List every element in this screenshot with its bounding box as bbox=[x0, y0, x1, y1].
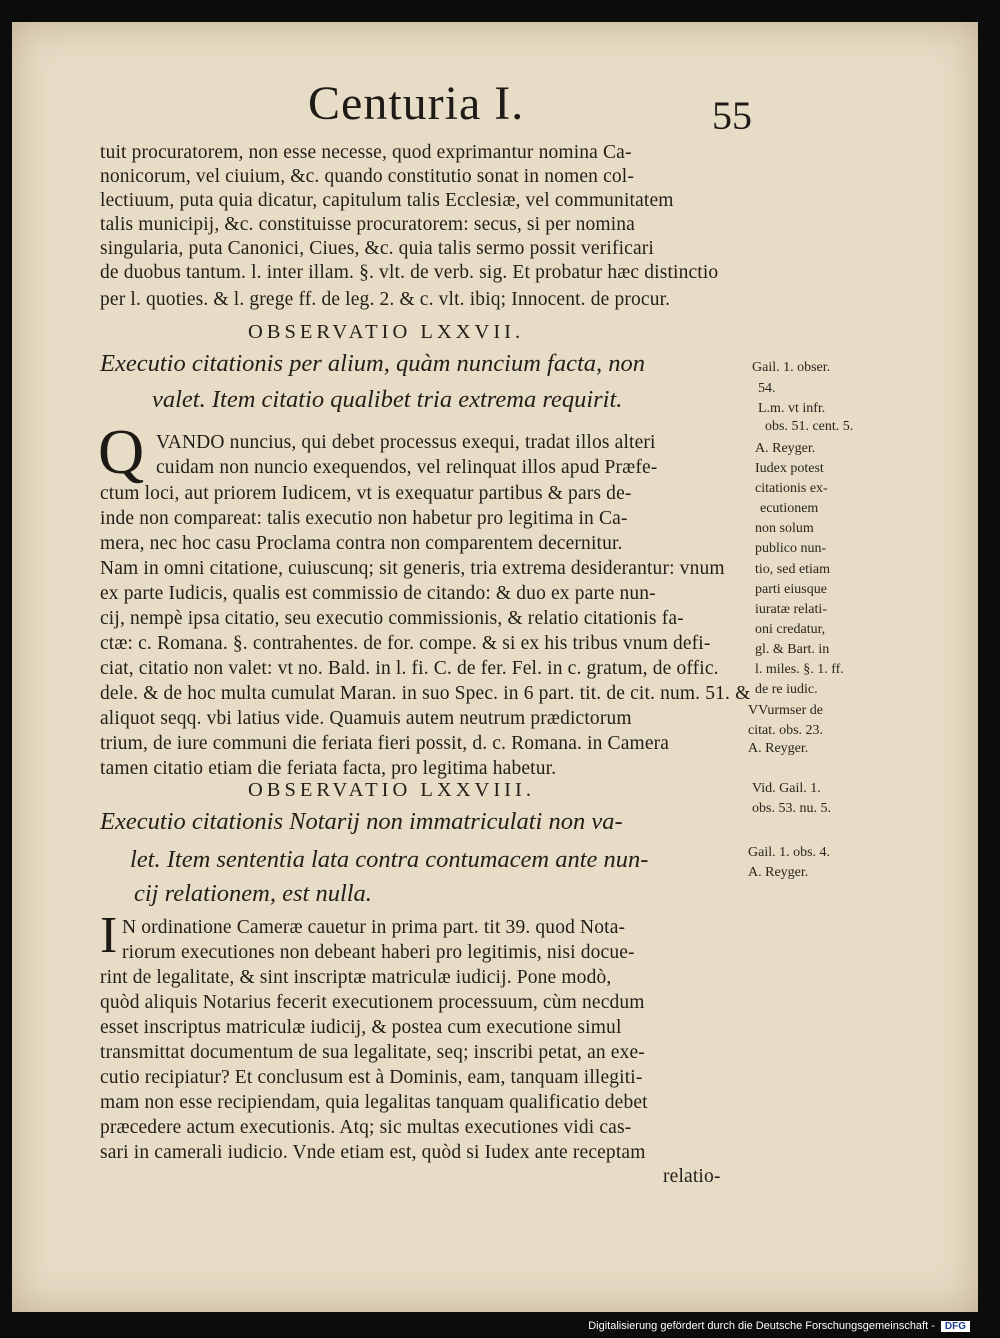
margin-note: obs. 51. cent. 5. bbox=[765, 419, 854, 434]
text-line: mera, nec hoc casu Proclama contra non comparentem decernitur. bbox=[100, 533, 623, 554]
margin-note: A. Reyger. bbox=[755, 441, 816, 456]
text-line: lectiuum, puta quia dicatur, capitulum talis Ecclesiæ, vel communitatem bbox=[100, 190, 674, 211]
text-line: nonicorum, vel ciuium, &c. quando constitutio sonat in nomen col- bbox=[100, 166, 634, 187]
margin-note: citat. obs. 23. bbox=[748, 723, 824, 738]
text-line: tuit procuratorem, non esse necesse, quod exprimantur nomina Ca- bbox=[100, 142, 632, 163]
text-line: cuidam non nuncio exequendos, vel relinquat illos apud Præfe- bbox=[156, 457, 658, 478]
observation-summary: let. Item sententia lata contra contumacem ante nun- bbox=[130, 846, 649, 873]
text-line: talis municipij, &c. constituisse procuratorem: secus, si per nomina bbox=[100, 214, 635, 235]
text-line: Nam in omni citatione, cuiuscunq; sit generis, tria extrema desiderantur: vnum bbox=[100, 558, 725, 579]
text-line: cutio recipiatur? Et conclusum est à Dominis, eam, tanquam illegiti- bbox=[100, 1067, 643, 1088]
observation-summary: valet. Item citatio qualibet tria extrema requirit. bbox=[152, 386, 623, 413]
margin-note: tio, sed etiam bbox=[755, 562, 831, 577]
margin-note: Vid. Gail. 1. bbox=[752, 781, 821, 796]
text-line: per l. quoties. & l. grege ff. de leg. 2. & c. vlt. ibiq; Innocent. de procur. bbox=[100, 289, 671, 310]
initial-letter: Q bbox=[98, 416, 145, 487]
observation-summary: Executio citationis Notarij non immatriculati non va- bbox=[100, 808, 623, 835]
margin-note: oni credatur, bbox=[755, 622, 826, 637]
margin-note: Iudex potest bbox=[755, 461, 824, 476]
observation-summary: cij relationem, est nulla. bbox=[134, 880, 372, 907]
margin-note: A. Reyger. bbox=[748, 741, 809, 756]
margin-note: ecutionem bbox=[760, 501, 819, 516]
margin-note: l. miles. §. 1. ff. bbox=[755, 662, 844, 677]
text-line: trium, de iure communi die feriata fieri possit, d. c. Romana. in Camera bbox=[100, 733, 670, 754]
text-line: transmittat documentum de sua legalitate, seq; inscribi petat, an exe- bbox=[100, 1042, 645, 1063]
margin-note: VVurmser de bbox=[748, 703, 823, 718]
text-line: aliquot seqq. vbi latius vide. Quamuis autem neutrum prædictorum bbox=[100, 708, 632, 729]
digitization-credit-text: Digitalisierung gefördert durch die Deutsche Forschungsgemeinschaft - bbox=[588, 1320, 935, 1332]
observation-summary: Executio citationis per alium, quàm nuncium facta, non bbox=[100, 350, 646, 377]
text-line: dele. & de hoc multa cumulat Maran. in suo Spec. in 6 part. tit. de cit. num. 51. & bbox=[100, 683, 751, 704]
text-line: rint de legalitate, & sint inscriptæ matriculæ iudicij. Pone modò, bbox=[100, 967, 612, 988]
dfg-logo: DFG bbox=[941, 1321, 970, 1332]
catchword: relatio- bbox=[663, 1166, 721, 1187]
margin-note: publico nun- bbox=[755, 541, 827, 556]
initial-letter: I bbox=[100, 907, 118, 964]
text-line: sari in camerali iudicio. Vnde etiam est, quòd si Iudex ante receptam bbox=[100, 1142, 646, 1163]
margin-note: L.m. vt infr. bbox=[758, 401, 826, 416]
text-line: singularia, puta Canonici, Ciues, &c. quia talis sermo possit verificari bbox=[100, 238, 654, 259]
margin-note: iuratæ relati- bbox=[755, 602, 827, 617]
text-line: ciat, citatio non valet: vt no. Bald. in l. fi. C. de fer. Fel. in c. gratum, de offic. bbox=[100, 658, 719, 679]
text-line: VANDO nuncius, qui debet processus exequi, tradat illos alteri bbox=[156, 432, 656, 453]
digitization-credit bbox=[588, 1320, 970, 1332]
text-line: esset inscriptus matriculæ iudicij, & postea cum executione simul bbox=[100, 1017, 622, 1038]
text-line: riorum executiones non debeant haberi pro legitimis, nisi docue- bbox=[122, 942, 635, 963]
text-line: ctæ: c. Romana. §. contrahentes. de for. compe. & si ex his tribus vnum defi- bbox=[100, 633, 711, 654]
text-line: ex parte Iudicis, qualis est commissio de citando: & duo ex parte nun- bbox=[100, 583, 656, 604]
text-line: mam non esse recipiendam, quia legalitas tanquam qualificatio debet bbox=[100, 1092, 648, 1113]
observation-heading: OBSERVATIO LXXVIII. bbox=[248, 779, 535, 801]
margin-note: parti eiusque bbox=[755, 582, 827, 597]
running-title: Centuria I. bbox=[308, 77, 525, 130]
margin-note: 54. bbox=[758, 381, 776, 396]
margin-note: A. Reyger. bbox=[748, 865, 809, 880]
text-line: quòd aliquis Notarius fecerit executionem processuum, cùm necdum bbox=[100, 992, 645, 1013]
margin-note: Gail. 1. obser. bbox=[752, 360, 831, 375]
text-line: tamen citatio etiam die feriata facta, pro legitima habetur. bbox=[100, 758, 557, 779]
text-line: cij, nempè ipsa citatio, seu executio commissionis, & relatio citationis fa- bbox=[100, 608, 684, 629]
margin-note: citationis ex- bbox=[755, 481, 828, 496]
page-number: 55 bbox=[712, 93, 752, 138]
text-line: N ordinatione Cameræ cauetur in prima part. tit 39. quod Nota- bbox=[122, 917, 626, 938]
text-line: de duobus tantum. l. inter illam. §. vlt. de verb. sig. Et probatur hæc distinctio bbox=[100, 262, 719, 283]
margin-note: non solum bbox=[755, 521, 814, 536]
margin-note: obs. 53. nu. 5. bbox=[752, 801, 831, 816]
margin-note: gl. & Bart. in bbox=[755, 642, 830, 657]
observation-heading: OBSERVATIO LXXVII. bbox=[248, 321, 525, 343]
text-line: ctum loci, aut priorem Iudicem, vt is exequatur partibus & pars de- bbox=[100, 483, 632, 504]
text-line: præcedere actum executionis. Atq; sic multas executiones vidi cas- bbox=[100, 1117, 632, 1138]
margin-note: Gail. 1. obs. 4. bbox=[748, 845, 831, 860]
text-line: inde non compareat: talis executio non habetur pro legitima in Ca- bbox=[100, 508, 628, 529]
margin-note: de re iudic. bbox=[755, 682, 818, 697]
